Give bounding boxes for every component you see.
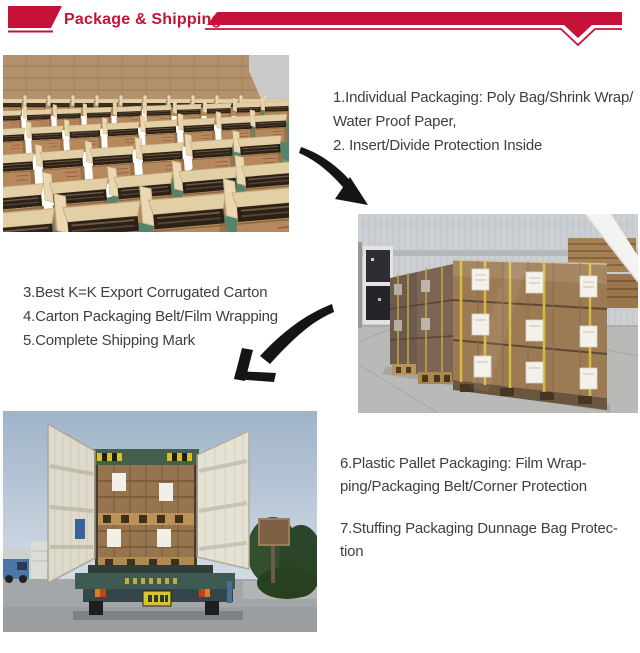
container-photo xyxy=(3,411,317,632)
pallet-photo xyxy=(358,214,638,413)
step-line: 7.Stuffing Packaging Dunnage Bag Protec- xyxy=(340,520,618,537)
warehouse-photo-art xyxy=(3,55,289,232)
container-photo-art xyxy=(3,411,317,632)
step-line: 4.Carton Packaging Belt/Film Wrapping xyxy=(23,308,278,325)
step-line: Water Proof Paper, xyxy=(333,113,457,130)
section-header xyxy=(0,0,640,50)
step-line: 5.Complete Shipping Mark xyxy=(23,332,195,349)
step-paragraph xyxy=(340,452,618,498)
warehouse-photo xyxy=(3,55,289,232)
step-text-individual-packaging xyxy=(333,86,633,158)
brush-arrow-down-left-icon xyxy=(230,300,335,385)
step-paragraph xyxy=(340,517,618,563)
pallet-photo-art xyxy=(358,214,638,413)
section-title: Package & Shipping xyxy=(64,11,222,28)
step-text-pallet-packaging xyxy=(340,452,618,563)
step-line: 2. Insert/Divide Protection Inside xyxy=(333,137,543,154)
step-line: 6.Plastic Pallet Packaging: Film Wrap- xyxy=(340,455,587,472)
step-line: 1.Individual Packaging: Poly Bag/Shrink Wrap/ xyxy=(333,89,634,106)
step-line: 3.Best K=K Export Corrugated Carton xyxy=(23,284,268,301)
brush-arrow-down-right-icon xyxy=(298,146,378,208)
step-line: tion xyxy=(340,543,364,560)
step-line: ping/Packaging Belt/Corner Protection xyxy=(340,478,587,495)
